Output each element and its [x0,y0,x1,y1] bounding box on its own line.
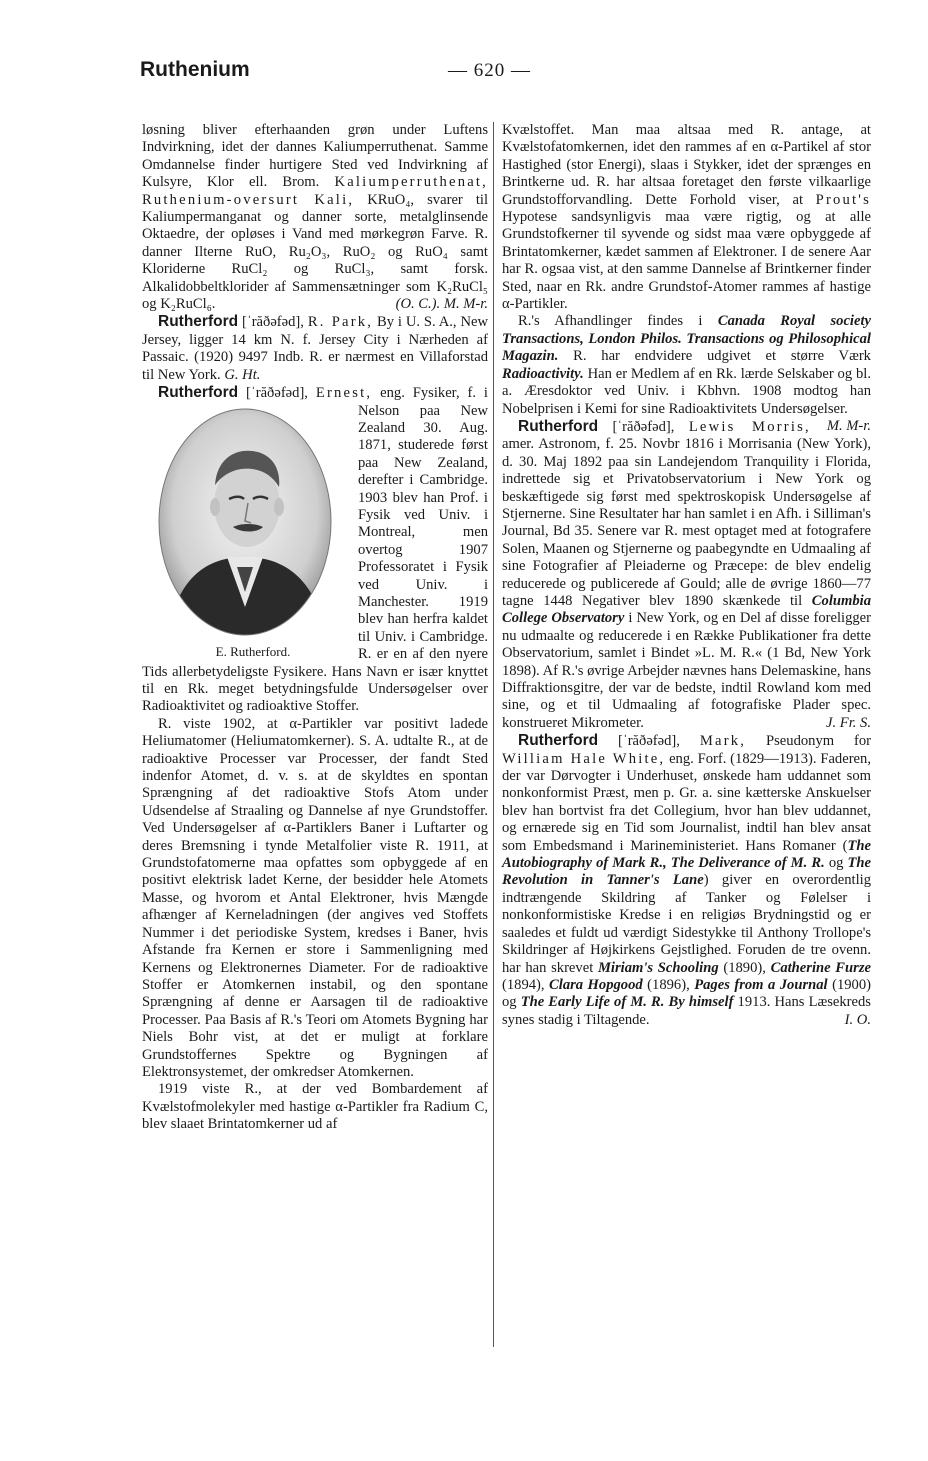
entry-rutherford-ernest [142,384,488,716]
entry-rutherford-park [142,313,488,384]
ruthenium-continuation [142,122,488,313]
ernest-text-b: Hypotese sandsynligvis maa være rigtig, og at alle Grundstofkerner til syvende og sidst maa være opbyggede af Brintatomkerner, kædet sammen af Elektroner. I de senere Aar har R. ogsaa vist, at den samme Dannelse af Brintkerner finder Sted, naar en Rk. andre Grundstof-Atomer rammes af hastige α-Partikler. [502,209,871,313]
ernest-text-a: Kvælstoffet. Man maa altsaa med R. antage, at Kvælstofatomkernen, idet den rammes af en α-Partikel af stor Hastighed (stor Energi), slaas i Stykker, idet der sprænges en Brintkerne ud. R. har altsaa foretaget den første vilkaarlige Grundstofforvandling. Dette Forhold viser, at [502,122,871,208]
entry-body-mark-c: ) giver en overordentlig indtrængende Skildring af Tanker og Følelser i nonkonformistiske Kredse i en religiøs Brydningstid og er saaledes et fuldt ud værdigt Sidestykke til Anthony Trollope's Skildringer af Højkirkens Gejstlighed. Foruden de tre ovenn. har han skrevet [502,872,871,976]
title-clara: Clara Hopgood [549,976,643,993]
entry-body-ernest-a: eng. Fysiker, f. i Nelson paa New Zealand 30. Aug. 1871, studerede først paa New Zealand, derefter i Cambridge. 1903 blev han Prof. i Fysik ved Univ. i Montreal, men overtog 1907 Professoratet i Fysik ved Univ. i Manchester. 1919 blev han herfra kaldet til Univ. i Cambridge. R. er en af den nyere Tids allerbetydeligste Fysikere. Hans Navn er især knyttet til en Rk. meget betydningsfulde Undersøgelser over Radioaktivitet og radioaktive Stoffer. [142,385,488,715]
entry-body-ernest-b: R. viste 1902, at α-Partikler var positivt ladede Heliumatomer (Heliumatomkerner). S. A. udtalte R., at de radioaktive Processer var Processer, der fandt Sted indenfor Atomet, d. v. s. at de skyldtes en spontan Sprængning af det radioaktive Stofs Atom under Udsendelse af Straaling og Dannelse af nye Grundstoffer. Ved Undersøgelser af α-Partiklers Baner i Luftarter og deres Bremsning i tynde Metalfolier viste R. 1911, at Grundstofatomerne maa opfattes som opbyggede af en positivt elektrisk ladet Kerne, der besidder hele Atomets Masse, og hvorom et Antal Elektroner, hvis Mængde afhænger af Kerneladningen (der angives ved Stoffets Nummer i det periodiske System, kredses i Baner, hvis Afstande fra Kernen er store i Sammenligning med Kernens og Elektronernes Diameter. For de radioaktive Stoffer er Atomkernen instabil, og den spontane Sprængning af denne er Aarsagen til de radioaktive Processer. Paa Basis af R.'s Teori om Atomets Bygning har Niels Bohr vist, at det er muligt at forklare Grundstoffernes Spektre og Bygningen af Elektronsystemet, der omkredser Atomkernen. [142,715,488,1080]
entry-rutherford-ernest-cont [142,716,488,1082]
entry-name-white: William Hale White, [502,750,666,767]
signature-ernest: M. M-r. [826,417,871,434]
publications-text-c: Han er Medlem af en Rk. lærde Selskaber og bl. a. Æresdoktor ved Univ. i Kbhvn. 1908 modtog han Nobelprisen i Kemi for sine Radioaktivitets Undersøgelser. [502,365,871,417]
entry-body-mark-a: Pseudonym for [766,733,872,750]
entry-body-mark-d: 1913. Hans Læsekreds synes stadig i Tiltagende. [502,994,871,1028]
entry-body-lewis-a: amer. Astronom, f. 25. Novbr 1816 i Morrisania (New York), d. 30. Maj 1892 paa sin Landejendom Tranquility i Florida, indrettede sig et Privatobservatorium i New York og beskæftigede sig først med spektroskopisk Undersøgelse af Stjernerne. Sine Resultater har han samlet i en Afh. i Silliman's Journal, Bd 35. Senere var R. mest optaget med at fotografere Solen, Maanen og Stjernerne og paabegyndte en Udmaaling af sine Fotografier af Pleiaderne og Præcepe: de blev endelig reducerede og publicerede af Gould; alle de øvrige 1860—77 tagne 1448 Negativer blev 1890 skænkede til [502,436,871,609]
name-prout: Prout's [815,191,871,208]
term-rutheniumoversurt-kali: Ruthenium-oversurt Kali, [142,191,355,208]
right-column [502,122,871,1029]
columbia-observatory: Columbia College Observatory [502,592,871,627]
headword-rutherford-2: Rutherford [158,384,239,402]
entry-body-lewis-b: i New York, og en Del af disse foreligger nu udmaalte og reducerede i en Række Publikationer fra dette Observatorium, samlet i Bindet »L. M. R.« (1 Bd, New York 1898). Af R.'s øvrige Arbejder nævnes hans Delemaskine, hans Diffraktionsgitre, der var de bedste, indtil Rowland kom med sine, og et til Udmaaling af fotografiske Plader spec. konstrueret Mikrometer. [502,610,872,731]
ruthenium-text-b: KRuO₄, svarer til Kaliumpermanganat og danner sorte, metalglinsende Oktaedre, der opløses i Vand med mørkegrøn Farve. R. danner Ilterne RuO, Ru₂O₃, RuO₂ og RuO₄ samt Kloriderne RuCl₂ og RuCl₃, samt forsk. Alkalidobbeltklorider af Sammensætninger som K₂RuCl₅ og K₂RuCl₆. [142,191,488,313]
year-1896: (1896), [647,976,690,993]
publications-text-a: R.'s Afhandlinger findes i [518,313,703,330]
title-autobiography: The Autobiography of Mark R., The Deliverance of M. R. [502,837,871,872]
pronunciation-2: [ˈrăðəfəd], [245,385,308,402]
portrait-image [157,407,333,637]
entry-name-lewis: Lewis Morris, [688,418,811,435]
entry-name-park: R. Park, [307,314,374,331]
pronunciation-1: [ˈrăðəfəd], [241,314,304,331]
entry-name-mark: Mark, [699,733,747,750]
ruthenium-text-a: løsning bliver efterhaanden grøn under Luftens Indvirkning, idet der dannes Kaliumperruthenat. Samme Omdannelse finder hurtigere Sted ved Indvirkning af Kulsyre, Klor ell. Brom. [142,122,488,191]
publications-text-b: R. har endvidere udgivet et større Værk [573,348,871,365]
entry-body-mark-b: eng. Forf. (1829—1913). Faderen, der var Dørvogter i Underhuset, ønskede ham uddannet som nonkonformist Præst, men p. Gr. a. sine kætterske Anskuelser blev han bortvist fra det Collegium, hvor han blev uddannet, og ernærede sig en Tid som Journalist, indtil han blev ansat som Embedsmand i Marineministeriet. Hans Romaner ( [502,750,871,854]
publications-radioactivity: Radioactivity. [502,365,584,382]
title-pages: Pages from a Journal [694,976,828,993]
entry-rutherford-ernest-cont2 [142,1081,488,1133]
signature-mark: I. O. [844,1011,871,1028]
pronunciation-3: [ˈrăðəfəd], [612,418,675,435]
portrait-figure [140,407,350,660]
conj-og: og [828,855,844,872]
running-head-title: Ruthenium [140,58,250,81]
publications-journals: Canada Royal society Transactions, London Philos. Transactions og Philosophical Magazin. [502,313,871,365]
signature-lewis: J. Fr. S. [826,714,871,731]
page-header [140,58,875,94]
year-1900: (1900) og [502,976,871,1011]
entry-body-ernest-c: 1919 viste R., at der ved Bombardement af Kvælstofmolekyler med hastige α-Partikler fra Radium C, blev slaaet Brintatomkerner ud af [142,1081,488,1133]
left-column [142,122,488,1134]
title-early-life: The Early Life of M. R. By himself [520,994,734,1011]
entry-rutherford-mark [502,732,871,1029]
signature-ruthenium: (O. C.). M. M-r. [395,296,488,313]
pronunciation-4: [ˈrăðəfəd], [617,733,680,750]
page-number: — 620 — [448,60,531,81]
headword-rutherford-4: Rutherford [518,732,599,750]
ernest-continuation [502,122,871,313]
headword-rutherford-1: Rutherford [158,313,239,331]
entry-name-ernest: Ernest, [315,385,373,402]
year-1890: (1890), [723,959,766,976]
entry-rutherford-lewis [502,418,871,732]
term-kaliumperruthenat: Kaliumperruthenat, [334,174,488,191]
title-catherine: Catherine Furze [770,959,871,976]
headword-rutherford-3: Rutherford [518,417,599,435]
year-1894: (1894), [502,976,545,993]
title-revolution: The Revolution in Tanner's Lane [502,855,871,889]
portrait-caption: E. Rutherford. [215,643,291,659]
entry-body-park: By i U. S. A., New Jersey, ligger 14 km N. f. Jersey City i Nærheden af Passaic. (1920) 9497 Indb. R. er nærmest en Villaforstad til New York. [142,314,489,383]
column-divider [493,122,494,1347]
title-miriam: Miriam's Schooling [597,959,719,976]
signature-park: G. Ht. [224,366,261,383]
